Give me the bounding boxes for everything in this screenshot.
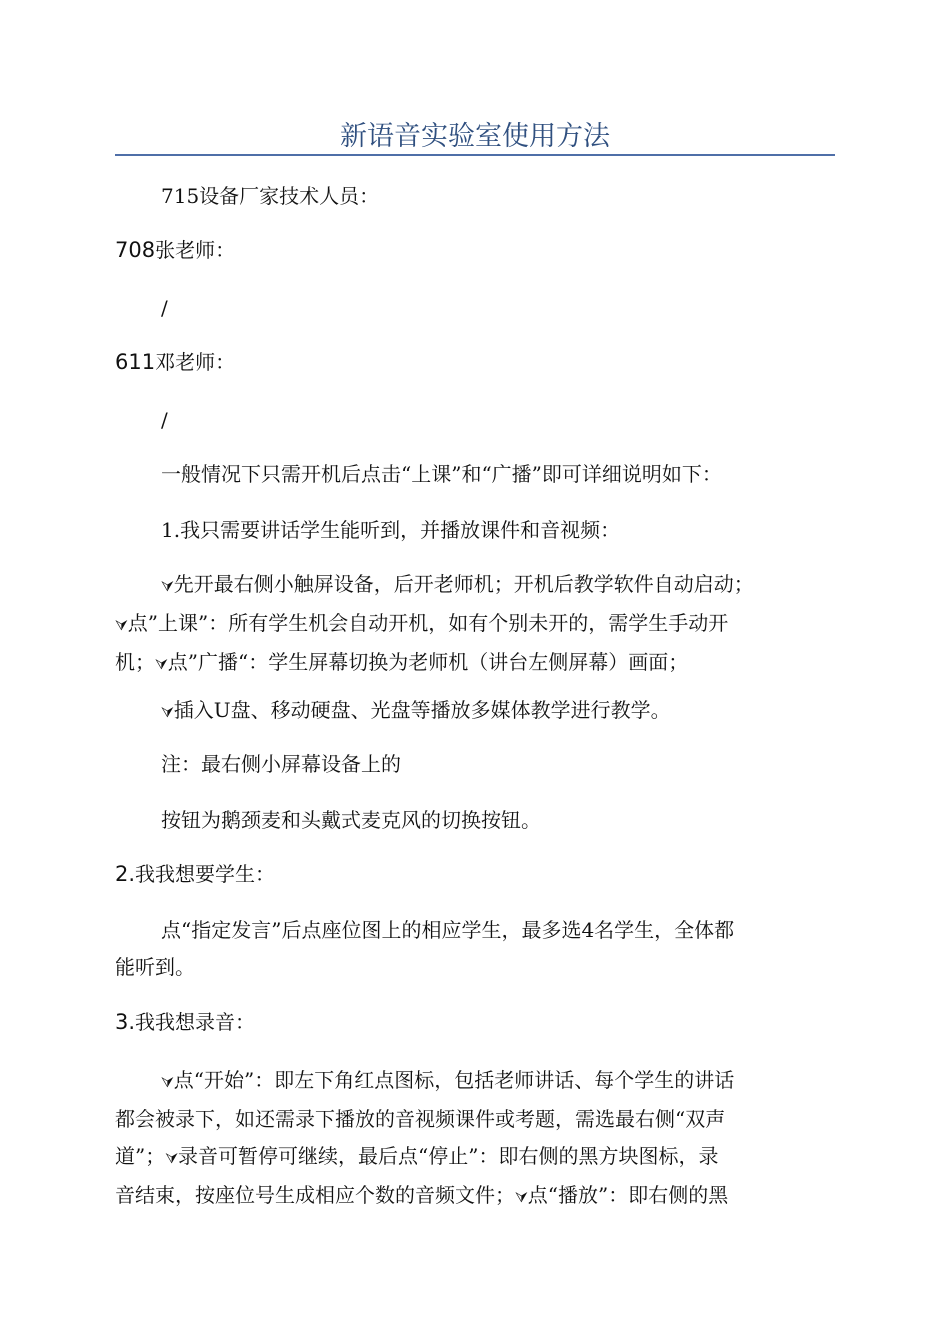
paragraph-usb — [115, 692, 835, 731]
heading-section-2 — [115, 856, 835, 893]
paragraph-button-note — [115, 802, 835, 839]
paragraph-slash — [115, 402, 835, 439]
checkmark-icon: ⮛ — [515, 1188, 528, 1206]
paragraph-technician — [115, 178, 835, 215]
checkmark-icon: ⮛ — [165, 1149, 178, 1167]
paragraph-text: 715设备厂家技术人员： — [161, 184, 380, 208]
checkmark-icon: ⮛ — [115, 616, 128, 634]
heading-section-3 — [115, 1004, 835, 1041]
paragraph-designate-speaker — [115, 912, 835, 986]
paragraph-note — [115, 746, 835, 783]
checkmark-icon: ⮛ — [161, 1073, 174, 1091]
section-number: 2. — [115, 862, 136, 886]
paragraph-text: 音结束，按座位号生成相应个数的音频文件； — [115, 1183, 515, 1207]
paragraph-text: 点”广播“：学生屏幕切换为老师机（讲台左侧屏幕）画面； — [167, 650, 689, 674]
paragraph-steps — [115, 566, 835, 683]
paragraph-text: 先开最右侧小触屏设备，后开老师机；开机后教学软件自动启动； — [173, 572, 754, 596]
room-number: 611 — [115, 350, 156, 374]
paragraph-text: 我我想录音： — [135, 1010, 256, 1034]
paragraph-overview — [115, 456, 835, 493]
paragraph-text: 点”上课”：所有学生机会自动开机，如有个别未开的，需学生手动开 — [127, 611, 729, 635]
paragraph-text: 点“播放”：即右侧的黑 — [527, 1183, 729, 1207]
paragraph-text: 录音可暂停可继续，最后点“停止”：即右侧的黑方块图标，录 — [178, 1144, 719, 1168]
paragraph-text: 道”； — [115, 1144, 166, 1168]
paragraph-text: 点“指定发言”后点座位图上的相应学生，最多选4名学生，全体都 — [161, 918, 735, 942]
paragraph-text: / — [161, 296, 168, 320]
paragraph-text: 都会被录下，如还需录下播放的音视频课件或考题，需选最右侧“双声 — [115, 1107, 726, 1131]
document-title: 新语音实验室使用方法 — [340, 121, 610, 152]
section-number: 3. — [115, 1010, 136, 1034]
paragraph-text: 点“开始”：即左下角红点图标，包括老师讲话、每个学生的讲话 — [173, 1068, 735, 1092]
paragraph-text: 按钮为鹅颈麦和头戴式麦克风的切换按钮。 — [161, 808, 541, 832]
checkmark-icon: ⮛ — [161, 703, 174, 721]
paragraph-text: 我我想要学生： — [135, 862, 276, 886]
paragraph-text: 机； — [115, 650, 155, 674]
paragraph-room-708 — [115, 232, 835, 269]
paragraph-room-611 — [115, 344, 835, 381]
checkmark-icon: ⮛ — [161, 577, 174, 595]
paragraph-recording — [115, 1062, 835, 1216]
paragraph-text: 1.我只需要讲话学生能听到，并播放课件和音视频： — [161, 518, 621, 542]
paragraph-slash — [115, 290, 835, 327]
paragraph-text: 一般情况下只需开机后点击“上课”和“广播”即可详细说明如下： — [161, 462, 722, 486]
heading-section-1 — [115, 512, 835, 549]
room-number: 708 — [115, 238, 156, 262]
paragraph-text: 张老师： — [155, 238, 236, 262]
paragraph-text: / — [161, 408, 168, 432]
title-underline — [115, 154, 835, 156]
paragraph-text: 注：最右侧小屏幕设备上的 — [161, 752, 401, 776]
paragraph-text: 插入U盘、移动硬盘、光盘等播放多媒体教学进行教学。 — [173, 698, 671, 722]
paragraph-text: 邓老师： — [155, 350, 236, 374]
paragraph-text: 能听到。 — [115, 955, 195, 979]
checkmark-icon: ⮛ — [155, 655, 168, 673]
